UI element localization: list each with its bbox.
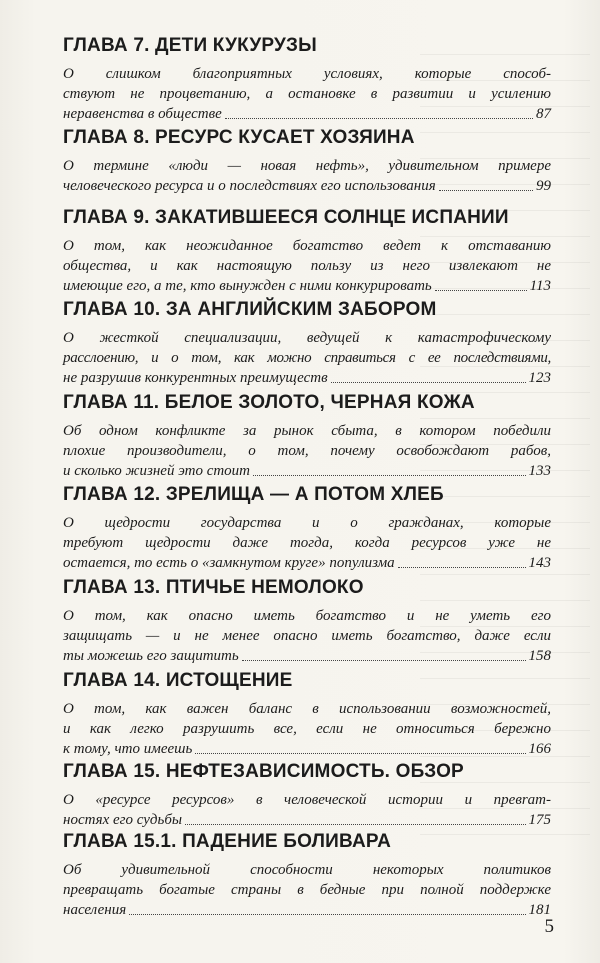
description-line: ствуют не процветанию, а остановке в развитии и усилению [63, 86, 551, 102]
toc-entry-ch8 [63, 126, 551, 196]
dot-leader [242, 660, 526, 661]
description-line: к тому, что имеешь [63, 741, 193, 757]
description-line: требуют щедрости даже тогда, когда ресурсов уже не [63, 535, 551, 551]
chapter-title: ГЛАВА 8. РЕСУРС КУСАЕТ ХОЗЯИНА [63, 127, 415, 148]
description-line: О щедрости государства и о гражданах, которые [63, 515, 551, 531]
description-line: О жесткой специализации, ведущей к катастрофическому [63, 330, 551, 346]
description-line: человеческого ресурса и о последствиях его использования [63, 178, 436, 194]
description-line: О том, как опасно иметь богатство и не уметь его [63, 608, 551, 624]
description-last-line [63, 553, 551, 573]
description-last-line [63, 739, 551, 759]
page-reference: 158 [528, 648, 551, 664]
description-line: общества, и как настоящую пользу из него извлекают не [63, 258, 551, 274]
toc-entry-ch7 [63, 34, 551, 124]
dot-leader [398, 567, 526, 568]
page-reference: 123 [528, 370, 551, 386]
description-line: О том, как важен баланс в использовании возможностей, [63, 701, 551, 717]
toc-entry-ch11 [63, 391, 551, 481]
description-line: неравенства в обществе [63, 106, 222, 122]
description-line: населения [63, 902, 127, 918]
chapter-description [63, 156, 551, 196]
dot-leader [331, 382, 526, 383]
toc-entry-ch9 [63, 206, 551, 296]
chapter-title: ГЛАВА 14. ИСТОЩЕНИЕ [63, 670, 293, 691]
description-line: Об удивительной способности некоторых политиков [63, 862, 551, 878]
page-reference: 143 [528, 555, 551, 571]
chapter-description [63, 236, 551, 296]
description-line: не разрушив конкурентных преимуществ [63, 370, 328, 386]
description-last-line [63, 646, 551, 666]
chapter-description [63, 606, 551, 666]
description-line: О том, как неожиданное богатство ведет к отставанию [63, 238, 551, 254]
description-last-line [63, 276, 551, 296]
description-last-line [63, 104, 551, 124]
chapter-title: ГЛАВА 9. ЗАКАТИВШЕЕСЯ СОЛНЦЕ ИСПАНИИ [63, 207, 509, 228]
dot-leader [439, 190, 533, 191]
description-last-line [63, 461, 551, 481]
description-line: О слишком благоприятных условиях, которые способ- [63, 66, 551, 82]
chapter-title: ГЛАВА 12. ЗРЕЛИЩА — А ПОТОМ ХЛЕБ [63, 484, 444, 505]
description-last-line [63, 176, 551, 196]
chapter-description [63, 699, 551, 759]
description-line: остается, то есть о «замкнутом круге» популизма [63, 555, 395, 571]
page-reference: 113 [529, 278, 551, 294]
chapter-description [63, 513, 551, 573]
page-reference: 181 [528, 902, 551, 918]
toc-entry-ch14 [63, 669, 551, 759]
chapter-title: ГЛАВА 15.1. ПАДЕНИЕ БОЛИВАРА [63, 831, 392, 852]
description-line: Об одном конфликте за рынок сбыта, в котором победили [63, 423, 551, 439]
page-reference: 87 [536, 106, 551, 122]
chapter-title: ГЛАВА 11. БЕЛОЕ ЗОЛОТО, ЧЕРНАЯ КОЖА [63, 392, 475, 413]
description-line: расслоению, и о том, как можно справиться с ее последствиями, [63, 350, 551, 366]
chapter-description [63, 64, 551, 124]
description-line: ты можешь его защитить [63, 648, 239, 664]
toc-entry-ch13 [63, 576, 551, 666]
chapter-description [63, 421, 551, 481]
description-line: О «ресурсе ресурсов» в человеческой истории и превrат- [63, 792, 551, 808]
chapter-title: ГЛАВА 10. ЗА АНГЛИЙСКИМ ЗАБОРОМ [63, 299, 437, 320]
dot-leader [129, 914, 525, 915]
chapter-title: ГЛАВА 13. ПТИЧЬЕ НЕМОЛОКО [63, 577, 364, 598]
description-last-line [63, 368, 551, 388]
description-last-line [63, 900, 551, 920]
description-line: имеющие его, а те, кто вынужден с ними конкурировать [63, 278, 432, 294]
page-reference: 166 [528, 741, 551, 757]
page-reference: 175 [528, 812, 551, 828]
dot-leader [435, 290, 527, 291]
page-reference: 99 [536, 178, 551, 194]
description-line: превращать богатые страны в бедные при полной поддержке [63, 882, 551, 898]
description-line: и как легко разрушить все, если не относиться бережно [63, 721, 551, 737]
description-line: защищать — и не менее опасно иметь богатство, даже если [63, 628, 551, 644]
dot-leader [185, 824, 525, 825]
chapter-title: ГЛАВА 15. НЕФТЕЗАВИСИМОСТЬ. ОБЗОР [63, 761, 464, 782]
description-line: плохие производители, о том, почему освобождают рабов, [63, 443, 551, 459]
chapter-title: ГЛАВА 7. ДЕТИ КУКУРУЗЫ [63, 35, 317, 56]
toc-entry-ch15 [63, 760, 551, 830]
dot-leader [253, 475, 525, 476]
description-last-line [63, 810, 551, 830]
dot-leader [195, 753, 525, 754]
description-line: О термине «люди — новая нефть», удивительном примере [63, 158, 551, 174]
chapter-description [63, 790, 551, 830]
dot-leader [225, 118, 533, 119]
description-line: и сколько жизней это стоит [63, 463, 251, 479]
page-reference: 133 [528, 463, 551, 479]
toc-entry-ch10 [63, 298, 551, 388]
chapter-description [63, 328, 551, 388]
toc-entry-ch12 [63, 483, 551, 573]
description-line: ностях его судьбы [63, 812, 183, 828]
page-number: 5 [544, 916, 554, 937]
toc-entry-ch15-1 [63, 830, 551, 920]
chapter-description [63, 860, 551, 920]
